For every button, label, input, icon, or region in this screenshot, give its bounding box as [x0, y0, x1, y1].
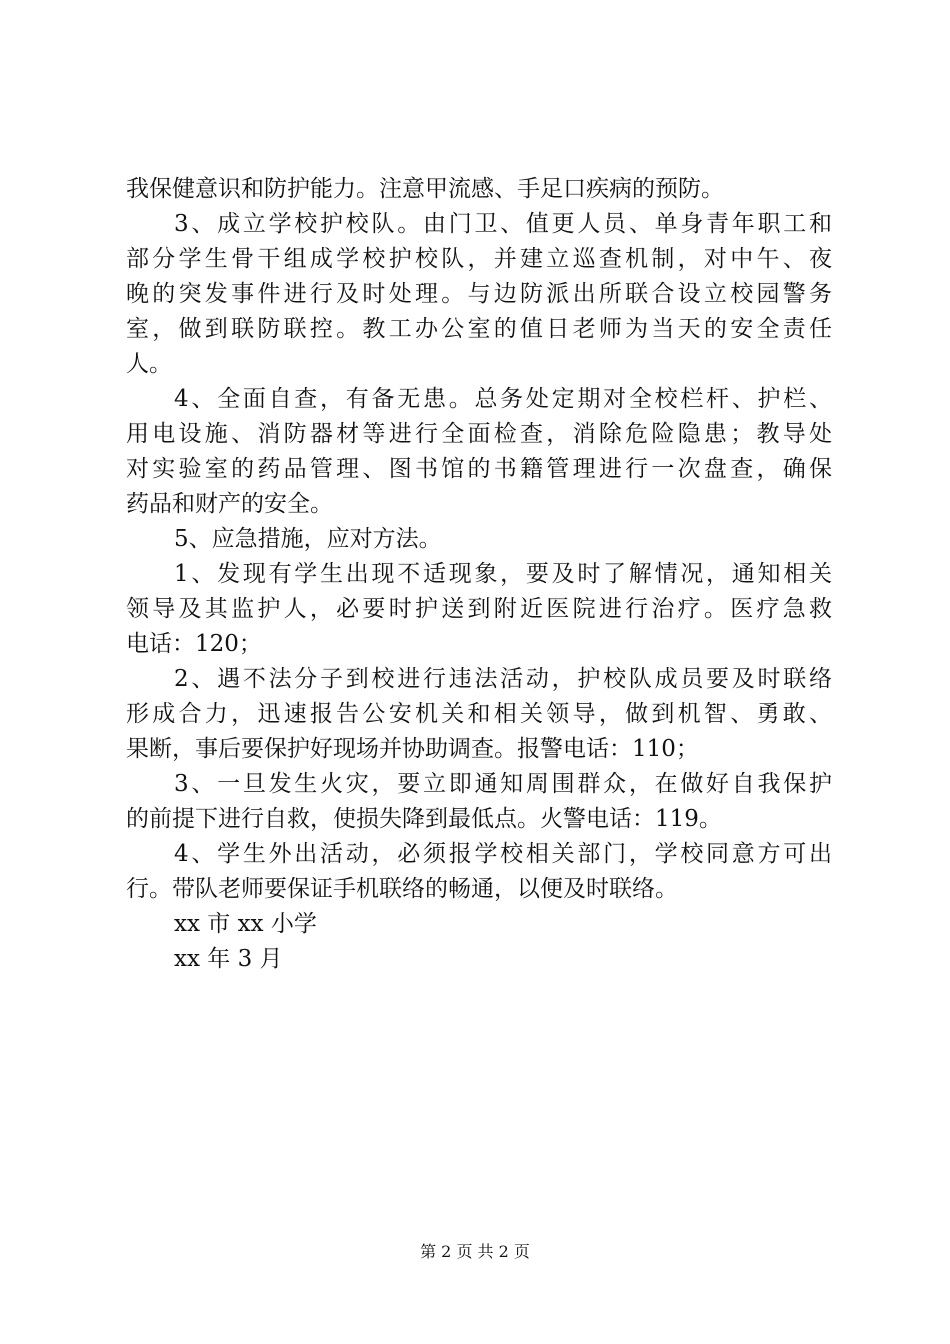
text-line-15: 2、遇不法分子到校进行违法活动，护校队成员要及时联络: [174, 666, 832, 692]
text-line-9: 对实验室的药品管理、图书馆的书籍管理进行一次盘查，确保: [126, 456, 832, 482]
text-line-13: 领导及其监护人，必要时护送到附近医院进行治疗。医疗急救: [126, 596, 832, 622]
text-line-2: 3、成立学校护校队。由门卫、值更人员、单身青年职工和: [174, 211, 832, 237]
text-line-18: 3、一旦发生火灾，要立即通知周围群众，在做好自我保护: [174, 771, 832, 797]
text-line-8: 用电设施、消防器材等进行全面检查，消除危险隐患；教导处: [126, 421, 832, 447]
text-line-14: 电话：120；: [126, 631, 262, 657]
text-line-5: 室，做到联防联控。教工办公室的值日老师为当天的安全责任: [126, 316, 832, 342]
page-footer: [0, 1242, 950, 1262]
text-line-19: 的前提下进行自救，使损失降到最低点。火警电话：119。: [126, 806, 722, 832]
signature-date: xx 年 3 月: [174, 946, 283, 972]
text-line-16: 形成合力，迅速报告公安机关和相关领导，做到机智、勇敢、: [126, 701, 832, 727]
text-line-10: 药品和财产的安全。: [126, 491, 333, 517]
text-line-17: 果断，事后要保护好现场并协助调查。报警电话：110；: [126, 736, 699, 762]
page-number-label: 第 2 页 共 2 页: [420, 1242, 530, 1261]
document-body: [126, 172, 832, 977]
text-line-11: 5、应急措施，应对方法。: [174, 526, 442, 552]
signature-school: xx 市 xx 小学: [174, 911, 317, 937]
text-line-6: 人。: [126, 351, 172, 377]
text-line-7: 4、全面自查，有备无患。总务处定期对全校栏杆、护栏、: [174, 386, 832, 412]
text-line-20: 4、学生外出活动，必须报学校相关部门，学校同意方可出: [174, 841, 832, 867]
text-line-1: 我保健意识和防护能力。注意甲流感、手足口疾病的预防。: [126, 176, 724, 202]
text-line-3: 部分学生骨干组成学校护校队，并建立巡查机制，对中午、夜: [126, 246, 832, 272]
text-line-21: 行。带队老师要保证手机联络的畅通，以便及时联络。: [126, 876, 678, 902]
text-line-4: 晚的突发事件进行及时处理。与边防派出所联合设立校园警务: [126, 281, 832, 307]
text-line-12: 1、发现有学生出现不适现象，要及时了解情况，通知相关: [174, 561, 832, 587]
